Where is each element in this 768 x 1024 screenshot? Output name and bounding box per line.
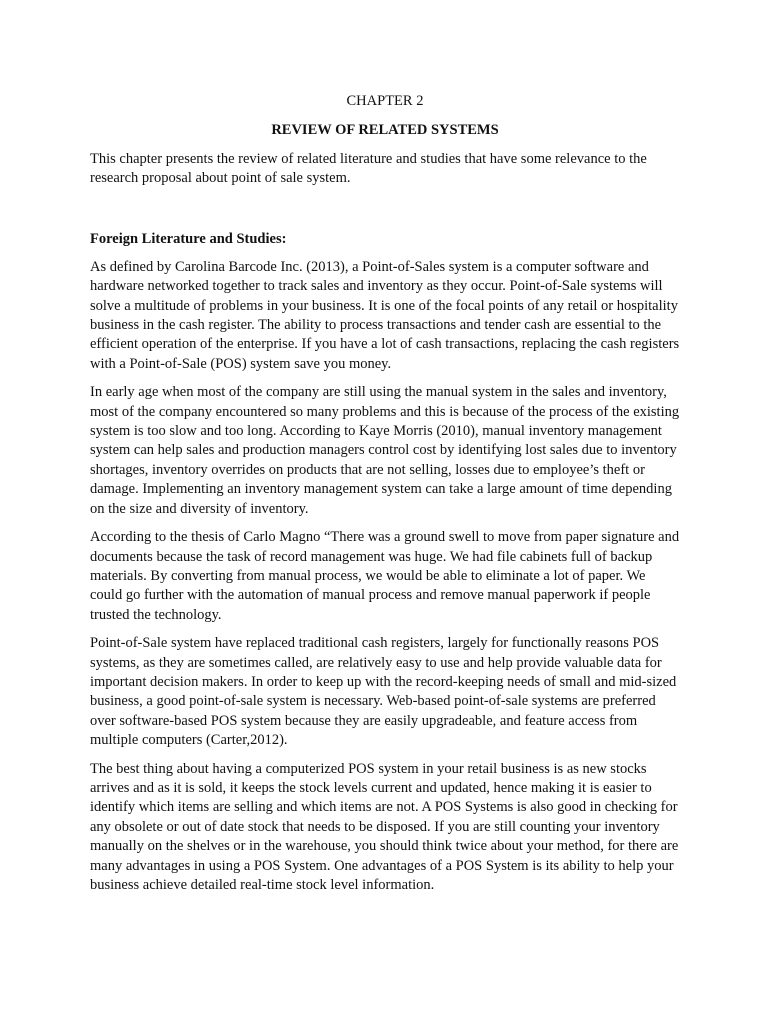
body-paragraph-5: The best thing about having a computerized POS system in your retail business is as new stocks arrives and as it is sold, it keeps the stock levels current and updated, hence making it is easier to identify which items are selling and which items are not. A POS Systems is also good in checking for any obsolete or out of date stock that needs to be disposed. If you are still counting your inventory manually on the shelves or in the warehouse, you should think twice about your method, for there are many advantages in using a POS System. One advantages of a POS System is its ability to help your business achieve detailed real-time stock level information. [90, 760, 679, 893]
document-page [90, 92, 680, 904]
section-spacer [90, 189, 680, 230]
section-heading: Foreign Literature and Studies: [90, 230, 287, 247]
chapter-label: CHAPTER 2 [346, 93, 424, 109]
body-paragraph-4: Point-of-Sale system have replaced traditional cash registers, largely for functionally reasons POS systems, as they are sometimes called, are relatively easy to use and help provide valuable data for important decision makers. In order to keep up with the record-keeping needs of small and mid-sized business, a good point-of-sale system is necessary. Web-based point-of-sale systems are preferred over software-based POS system because they are easily upgradeable, and feature access from multiple computers (Carter,2012). [90, 635, 677, 749]
chapter-title: REVIEW OF RELATED SYSTEMS [271, 122, 499, 138]
body-paragraph-2: In early age when most of the company are still using the manual system in the sales and inventory, most of the company encountered so many problems and this is because of the process of the existing system is too slow and too long. According to Kaye Morris (2010), manual inventory management system can help sales and production managers control cost by identifying lost sales due to inventory shortages, inventory overrides on products that are not selling, losses due to employee’s theft or damage. Implementing an inventory management system can take a large amount of time depending on the size and diversity of inventory. [90, 384, 680, 517]
body-paragraph-3: According to the thesis of Carlo Magno “There was a ground swell to move from paper signature and documents because the task of record management was huge. We had file cabinets full of backup materials. By converting from manual process, we would be able to eliminate a lot of paper. We could go further with the automation of manual process and remove manual paperwork if people trusted the technology. [90, 529, 680, 623]
intro-paragraph: This chapter presents the review of related literature and studies that have some relevance to the research proposal about point of sale system. [90, 151, 647, 187]
body-paragraph-1: As defined by Carolina Barcode Inc. (2013), a Point-of-Sales system is a computer software and hardware networked together to track sales and inventory as they occur. Point-of-Sale systems will solve a multitude of problems in your business. It is one of the focal points of any retail or hospitality business in the cash register. The ability to process transactions and tender cash are essential to the efficient operation of the enterprise. If you have a lot of cash transactions, replacing the cash registers with a Point-of-Sale (POS) system save you money. [90, 258, 680, 372]
